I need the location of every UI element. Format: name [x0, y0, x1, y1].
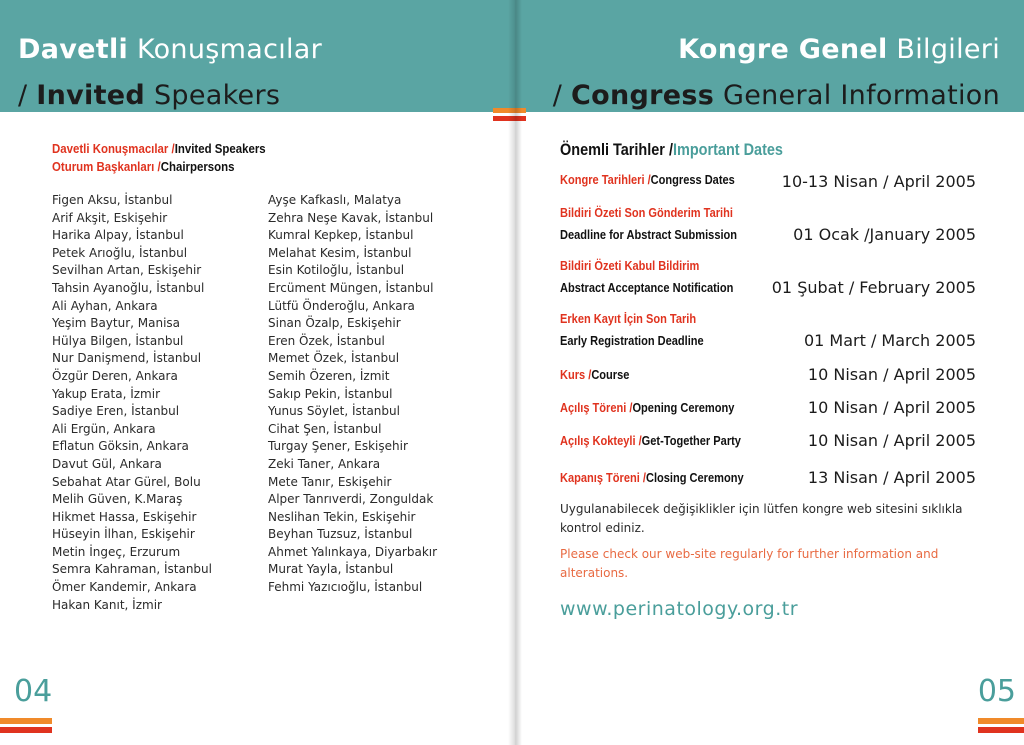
date-label: Açılış Töreni /Opening Ceremony: [560, 400, 735, 415]
date-label-tr: Bildiri Özeti Son Gönderim Tarihi: [560, 205, 733, 220]
bottom-accent-left: [0, 718, 52, 742]
page-number-right: 05: [977, 674, 1016, 709]
names-column-1: [52, 192, 212, 614]
date-label: Kapanış Töreni /Closing Ceremony: [560, 470, 744, 485]
speaker-name: Arif Akşit, Eskişehir: [52, 210, 168, 225]
date-label-en: Abstract Acceptance Notification: [560, 280, 734, 295]
speaker-name: Semra Kahraman, İstanbul: [52, 562, 212, 577]
speaker-name: Lütfü Önderoğlu, Ankara: [268, 298, 415, 313]
speaker-name: Yunus Söylet, İstanbul: [268, 404, 400, 419]
speaker-name: Sadiye Eren, İstanbul: [52, 404, 180, 419]
right-page: [514, 0, 1024, 745]
speaker-name: Tahsin Ayanoğlu, İstanbul: [52, 280, 205, 295]
speaker-name: Davut Gül, Ankara: [52, 456, 162, 471]
date-value: 01 Ocak /January 2005: [793, 225, 976, 244]
date-value: 10 Nisan / April 2005: [807, 398, 976, 417]
speaker-name: Ömer Kandemir, Ankara: [52, 580, 197, 595]
speaker-name: Cihat Şen, İstanbul: [268, 421, 382, 436]
speaker-name: Kumral Kepkep, İstanbul: [268, 228, 414, 243]
right-title-tr: Kongre Genel Bilgileri: [678, 34, 1000, 65]
speaker-name: Özgür Deren, Ankara: [52, 368, 178, 383]
speaker-name: Ayşe Kafkaslı, Malatya: [268, 193, 402, 207]
speaker-name: Fehmi Yazıcıoğlu, İstanbul: [268, 580, 423, 595]
speaker-name: Sevilhan Artan, Eskişehir: [52, 263, 202, 278]
speaker-name: Memet Özek, İstanbul: [268, 351, 400, 366]
speaker-name: Sakıp Pekin, İstanbul: [268, 386, 393, 401]
speaker-name: Hüseyin İlhan, Eskişehir: [52, 527, 195, 542]
date-value: 10-13 Nisan / April 2005: [781, 172, 976, 191]
speaker-name: Ali Ayhan, Ankara: [52, 298, 158, 313]
speaker-name: Murat Yayla, İstanbul: [268, 562, 394, 577]
date-value: 10 Nisan / April 2005: [807, 365, 976, 384]
page-number-left: 04: [14, 674, 53, 709]
speaker-name: Melahat Kesim, İstanbul: [268, 245, 412, 260]
bottom-accent-right: [978, 718, 1024, 742]
speaker-name: Ali Ergün, Ankara: [52, 421, 156, 436]
date-label-tr: Bildiri Özeti Kabul Bildirim: [560, 258, 700, 273]
date-label: Kongre Tarihleri /Congress Dates: [560, 172, 735, 187]
speaker-name: Nur Danişmend, İstanbul: [52, 351, 202, 366]
speaker-name: Beyhan Tuzsuz, İstanbul: [268, 527, 413, 542]
speaker-name: Harika Alpay, İstanbul: [52, 228, 184, 243]
subheading-chairpersons: Oturum Başkanları /Chairpersons: [52, 159, 235, 174]
speaker-name: Eflatun Göksin, Ankara: [52, 439, 189, 454]
speaker-name: Alper Tanrıverdi, Zonguldak: [268, 492, 434, 507]
speaker-name: Yakup Erata, İzmir: [52, 386, 160, 401]
date-value: 10 Nisan / April 2005: [807, 431, 976, 450]
speaker-name: Melih Güven, K.Maraş: [52, 492, 183, 507]
important-dates-heading: Önemli Tarihler /Important Dates: [560, 140, 783, 159]
speaker-name: Figen Aksu, İstanbul: [52, 193, 173, 207]
speaker-name: Ahmet Yalınkaya, Diyarbakır: [268, 544, 438, 559]
speaker-name: Esin Kotiloğlu, İstanbul: [268, 263, 405, 278]
speaker-name: Zeki Taner, Ankara: [268, 456, 381, 471]
date-label-en: Early Registration Deadline: [560, 333, 704, 348]
website-link[interactable]: www.perinatology.org.tr: [560, 598, 799, 620]
date-label: Açılış Kokteyli /Get-Together Party: [560, 433, 741, 448]
subheading-invited: Davetli Konuşmacılar /Invited Speakers: [52, 141, 266, 156]
left-title-en: / Invited Speakers: [18, 80, 281, 111]
speaker-name: Mete Tanır, Eskişehir: [268, 474, 392, 489]
note-english: Please check our web-site regularly for further information and alterations.: [560, 547, 939, 580]
names-column-2: [268, 192, 437, 597]
right-title-en: / Congress General Information: [552, 80, 1000, 111]
date-label-en: Deadline for Abstract Submission: [560, 227, 738, 242]
left-title-tr: Davetli Konuşmacılar: [18, 34, 323, 65]
speaker-name: Hakan Kanıt, İzmir: [52, 597, 162, 612]
speaker-name: Eren Özek, İstanbul: [268, 333, 385, 348]
date-value: 13 Nisan / April 2005: [807, 468, 976, 487]
date-value: 01 Mart / March 2005: [803, 331, 976, 350]
note-turkish: Uygulanabilecek değişiklikler için lütfen kongre web sitesini sıklıkla kontrol ediniz.: [560, 502, 963, 535]
speaker-name: Yeşim Baytur, Manisa: [52, 316, 181, 331]
date-label: Kurs /Course: [560, 367, 630, 382]
speaker-name: Sinan Özalp, Eskişehir: [268, 316, 401, 331]
page-gutter: [508, 0, 522, 745]
speaker-name: Neslihan Tekin, Eskişehir: [268, 509, 416, 524]
speaker-name: Ercüment Müngen, İstanbul: [268, 280, 434, 295]
speaker-name: Turgay Şener, Eskişehir: [268, 439, 408, 454]
speaker-name: Hikmet Hassa, Eskişehir: [52, 509, 197, 524]
speaker-name: Petek Arıoğlu, İstanbul: [52, 245, 188, 260]
speaker-name: Hülya Bilgen, İstanbul: [52, 333, 184, 348]
speaker-name: Zehra Neşe Kavak, İstanbul: [268, 210, 434, 225]
speaker-name: Semih Özeren, İzmit: [268, 368, 390, 383]
date-value: 01 Şubat / February 2005: [771, 278, 976, 297]
date-label-tr: Erken Kayıt İçin Son Tarih: [560, 311, 697, 326]
speaker-name: Metin İngeç, Erzurum: [52, 544, 181, 559]
speaker-name: Sebahat Atar Gürel, Bolu: [52, 474, 201, 489]
